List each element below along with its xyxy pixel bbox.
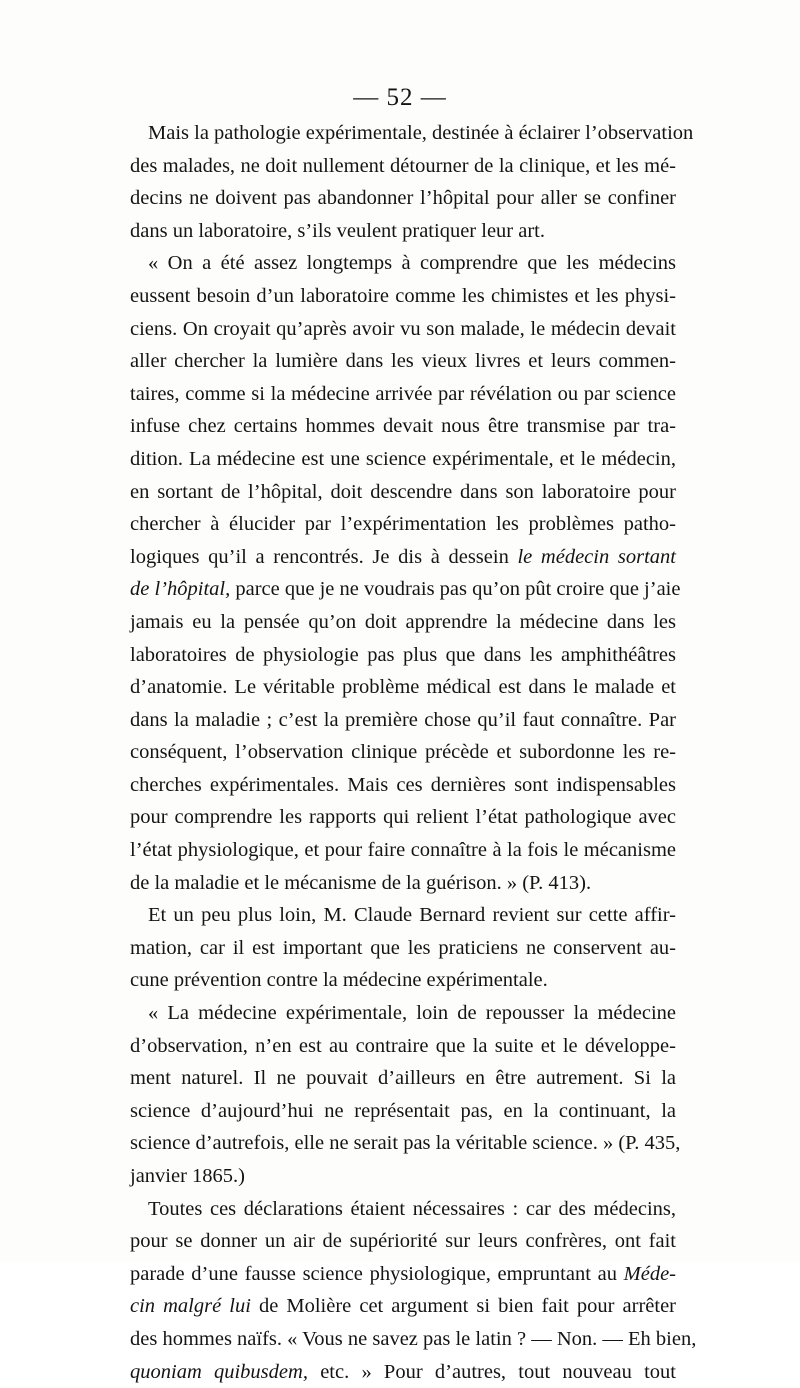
text-line [130, 1290, 676, 1323]
text-line [130, 671, 676, 704]
italic-text: le médecin sortant [517, 545, 676, 568]
text-line [130, 1323, 697, 1356]
text-line [130, 378, 676, 411]
text-run: d’observation, n’en est au contraire que la suite et le développe- [130, 1034, 676, 1057]
text-line [130, 997, 676, 1030]
text-run: « La médecine expérimentale, loin de repousser la médecine [148, 1002, 676, 1025]
text-run: eussent besoin d’un laboratoire comme les chimistes et les physi- [130, 284, 676, 307]
text-run: conséquent, l’observation clinique précède et subordonne les re- [130, 741, 676, 764]
text-line [130, 215, 676, 248]
text-run: Mais la pathologie expérimentale, destinée à éclairer l’observation [148, 122, 694, 144]
text-run: cune prévention contre la médecine expérimentale. [130, 969, 548, 992]
text-run: de Molière cet argument si bien fait pour arrêter [250, 1295, 677, 1318]
text-run: taires, comme si la médecine arrivée par révélation ou par science [130, 382, 676, 405]
text-line [130, 639, 676, 672]
text-line [130, 932, 676, 965]
text-line [130, 1193, 676, 1226]
text-line [130, 1030, 676, 1063]
text-line [130, 182, 676, 215]
text-line [130, 704, 676, 737]
text-run: parade d’une fausse science physiologique, empruntant au [130, 1262, 624, 1285]
text-run: logiques qu’il a rencontrés. Je dis à dessein [130, 545, 518, 568]
text-run: dans la maladie ; c’est la première chose qu’il faut connaître. Par [130, 708, 676, 731]
text-run: Et un peu plus loin, M. Claude Bernard revient sur cette affir- [148, 904, 676, 927]
text-run: « On a été assez longtemps à comprendre que les médecins [148, 252, 676, 275]
text-run: ment naturel. Il ne pouvait d’ailleurs en être autrement. Si la [130, 1067, 676, 1090]
text-line [130, 834, 676, 867]
text-run: pour comprendre les rapports qui relient l’état pathologique avec [130, 806, 676, 829]
text-run: parce que je ne voudrais pas qu’on pût croire que j’aie [230, 578, 681, 601]
text-line [130, 606, 676, 639]
text-run: mation, car il est important que les praticiens ne conservent au- [130, 936, 676, 959]
text-line [130, 1258, 676, 1291]
italic-text: quoniam quibusdem, [130, 1360, 308, 1383]
text-line [130, 899, 676, 932]
text-run: aller chercher la lumière dans les vieux livres et leurs commen- [130, 350, 676, 373]
text-line [130, 1127, 681, 1160]
text-run: l’état physiologique, et pour faire connaître à la fois le mécanisme [130, 839, 676, 862]
text-line [130, 867, 676, 900]
page-number: — 52 — [353, 84, 447, 111]
text-run: dition. La médecine est une science expérimentale, et le médecin, [130, 447, 676, 470]
italic-text: Méde- [623, 1262, 676, 1285]
text-run: decins ne doivent pas abandonner l’hôpital pour aller se confiner [130, 187, 676, 210]
text-run: jamais eu la pensée qu’on doit apprendre la médecine dans les [130, 610, 676, 633]
text-line [130, 410, 676, 443]
text-run: janvier 1865.) [130, 1165, 245, 1187]
text-line [130, 541, 676, 574]
text-run: etc. » Pour d’autres, tout nouveau tout [307, 1360, 676, 1383]
text-line [130, 443, 676, 476]
text-run: dans un laboratoire, s’ils veulent pratiquer leur art. [130, 219, 545, 242]
text-line [130, 1160, 676, 1193]
italic-text: cin malgré lui [130, 1295, 251, 1318]
body-text [130, 117, 697, 1388]
text-line [130, 769, 676, 802]
text-line [130, 280, 676, 313]
italic-text: de l’hôpital, [130, 578, 231, 601]
text-line [130, 150, 676, 183]
text-run: ciens. On croyait qu’après avoir vu son malade, le médecin devait [130, 317, 676, 340]
text-line [130, 964, 676, 997]
text-line [130, 313, 676, 346]
text-line [130, 247, 676, 280]
text-run: des hommes naïfs. « Vous ne savez pas le latin ? — Non. — Eh bien, [130, 1327, 697, 1350]
text-run: de la maladie et le mécanisme de la guérison. » (P. 413). [130, 871, 592, 894]
text-line [130, 345, 676, 378]
text-run: infuse chez certains hommes devait nous être transmise par tra- [130, 415, 676, 438]
text-line [130, 573, 681, 606]
text-line [130, 476, 676, 509]
text-run: d’anatomie. Le véritable problème médical est dans le malade et [130, 676, 676, 699]
text-line [130, 117, 694, 150]
text-line [130, 1225, 676, 1258]
text-run: science d’aujourd’hui ne représentait pas, en la continuant, la [130, 1099, 676, 1122]
text-run: cherches expérimentales. Mais ces dernières sont indispensables [130, 773, 676, 796]
text-run: laboratoires de physiologie pas plus que dans les amphithéâtres [130, 643, 676, 666]
text-line [130, 508, 676, 541]
text-run: en sortant de l’hôpital, doit descendre dans son laboratoire pour [130, 480, 676, 503]
text-line [130, 1062, 676, 1095]
text-line [130, 1356, 676, 1388]
text-run: science d’autrefois, elle ne serait pas la véritable science. » (P. 435, [130, 1132, 681, 1155]
text-run: des malades, ne doit nullement détourner de la clinique, et les mé- [130, 154, 676, 177]
text-run: pour se donner un air de supériorité sur leurs confrères, ont fait [130, 1230, 676, 1253]
text-line [130, 1095, 676, 1128]
text-line [130, 801, 676, 834]
text-run: Toutes ces déclarations étaient nécessaires : car des médecins, [148, 1197, 676, 1220]
text-line [130, 736, 676, 769]
text-run: chercher à élucider par l’expérimentation les problèmes patho- [130, 513, 676, 536]
